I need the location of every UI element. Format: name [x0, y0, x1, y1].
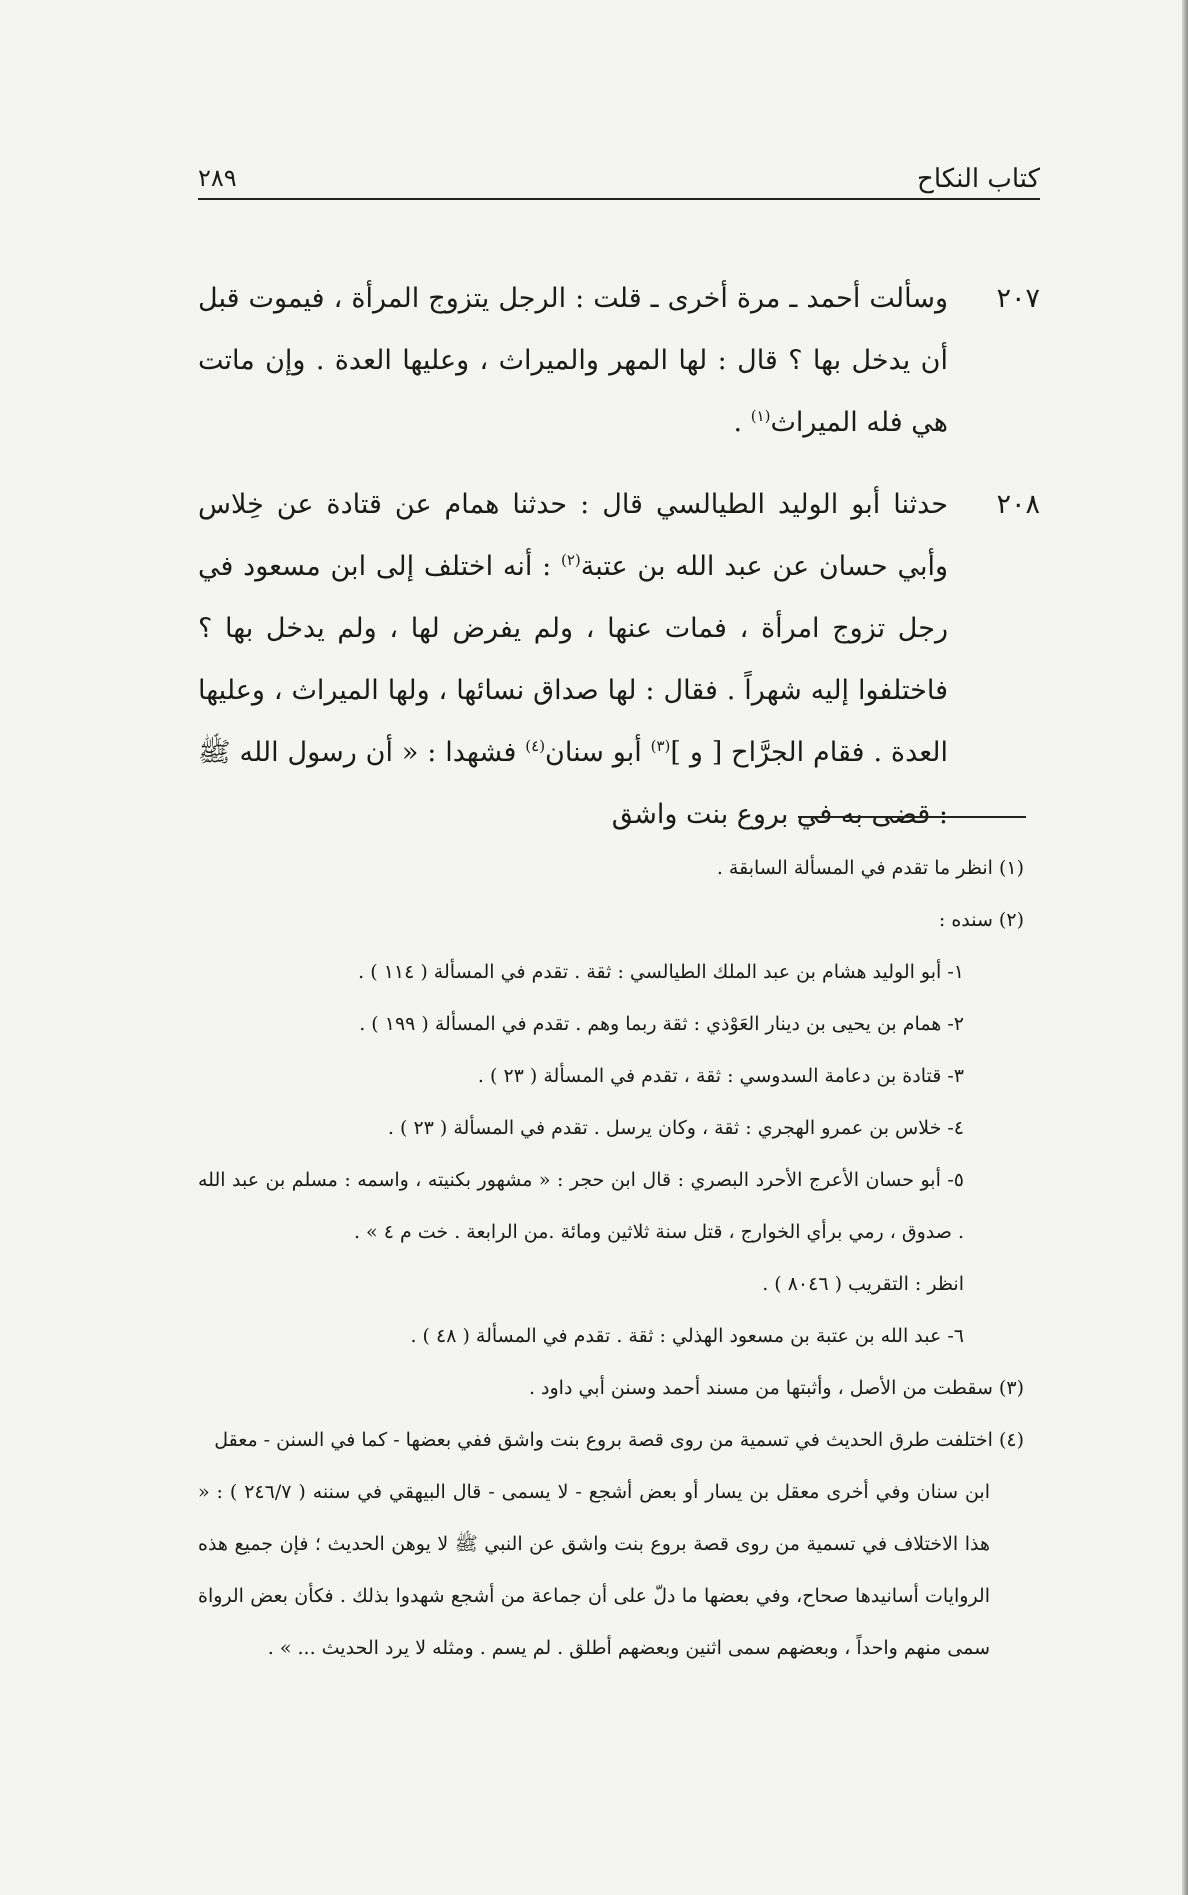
footnote-4-lead: (٤) اختلفت طرق الحديث في تسمية من روى قصة بروع بنت واشق ففي بعضها - كما في السنن - معقل: [214, 1429, 1024, 1451]
chapter-title: كتاب النكاح: [917, 164, 1040, 194]
entry-text: [198, 474, 948, 846]
entry-208-text-d: فشهدا : « أن رسول الله ﷺ : قضى به في بروع بنت واشق: [198, 737, 948, 830]
footnote-ref-1: (١): [750, 407, 771, 425]
footnote-ref-2: (٢): [561, 551, 581, 569]
footnote-2-item: انظر : التقريب ( ٨٠٤٦ ) .: [762, 1273, 964, 1295]
entry-number: ٢٠٧: [996, 283, 1040, 314]
footnote-2-item: ٥- أبو حسان الأعرج الأحرد البصري : قال ابن حجر : « مشهور بكنيته ، واسمه : مسلم بن عبد الله . صدوق ، رمي برأي الخوارج ، قتل سنة ثلاثين ومائة .من الرابعة . خت م ٤ » .: [198, 1169, 964, 1243]
entry-text: [198, 268, 948, 454]
entry-208-text-a: حدثنا أبو الوليد الطيالسي قال : حدثنا همام عن قتادة عن خِلاس وأبي حسان عن عبد الله بن عتبة: [198, 489, 948, 582]
entry-208-text-b: : أنه اختلف إلى ابن مسعود في رجل تزوج امرأة ، فمات عنها ، ولم يفرض لها ، ولم يدخل بها ؟ فاختلفوا إليه شهراً . فقال : لها صداق نسائها ، ولها الميراث ، وعليها العدة . فقام الجرَّاح [ و ]: [198, 551, 948, 768]
footnote-ref-4: (٤): [525, 737, 546, 755]
entry-number: ٢٠٨: [996, 489, 1040, 520]
entry-207-text: وسألت أحمد ـ مرة أخرى ـ قلت : الرجل يتزوج المرأة ، فيموت قبل أن يدخل بها ؟ قال : لها المهر والميراث ، وعليها العدة . وإن ماتت هي فله الميراث: [198, 283, 948, 438]
main-text: [198, 268, 1040, 866]
footnote-2-item: ٤- خلاس بن عمرو الهجري : ثقة ، وكان يرسل . تقدم في المسألة ( ٢٣ ) .: [387, 1117, 964, 1139]
page-edge-shadow: [1182, 0, 1188, 1895]
footnote-4-continuation: ابن سنان وفي أخرى معقل بن يسار أو بعض أشجع - لا يسمى - قال البيهقي في سننه ( ٢٤٦/٧ ) : « هذا الاختلاف في تسمية من روى قصة بروع بنت واشق عن النبي ﷺ لا يوهن الحديث ؛ فإن جميع هذه الروايات أسانيدها صحاح، وفي بعضها ما دلّ على أن جماعة من أشجع شهدوا بذلك . فكأن بعض الرواة سمى منهم واحداً ، وبعضهم سمى اثنين وبعضهم أطلق . لم يسم . ومثله لا يرد الحديث ... » .: [198, 1481, 991, 1659]
page-number: ٢٨٩: [198, 164, 237, 192]
footnote-2-item: ٦- عبد الله بن عتبة بن مسعود الهذلي : ثقة . تقدم في المسألة ( ٤٨ ) .: [410, 1325, 964, 1347]
footnote-2-item: ١- أبو الوليد هشام بن عبد الملك الطيالسي : ثقة . تقدم في المسألة ( ١١٤ ) .: [358, 961, 964, 983]
footnote-3: (٣) سقطت من الأصل ، وأثبتها من مسند أحمد وسنن أبي داود .: [528, 1377, 1024, 1399]
footnote-1: (١) انظر ما تقدم في المسألة السابقة .: [716, 857, 1024, 879]
footnote-2: (٢) سنده :: [938, 909, 1024, 931]
footnote-ref-3: (٣): [650, 737, 671, 755]
header-rule: [198, 198, 1040, 200]
footnote-2-item: ٣- قتادة بن دعامة السدوسي : ثقة ، تقدم في المسألة ( ٢٣ ) .: [477, 1065, 964, 1087]
footnote-4: [198, 1414, 1024, 1674]
footnote-separator: [798, 816, 1026, 818]
footnotes: [198, 842, 1024, 1674]
entry-207-end: .: [733, 407, 751, 438]
running-header: [198, 160, 1040, 200]
footnote-2-item: ٢- همام بن يحيى بن دينار العَوْذي : ثقة ربما وهم . تقدم في المسألة ( ١٩٩ ) .: [359, 1013, 964, 1035]
entry-208-text-c: أبو سنان: [545, 737, 651, 768]
entry-208: [198, 474, 1040, 846]
entry-207: [198, 268, 1040, 454]
